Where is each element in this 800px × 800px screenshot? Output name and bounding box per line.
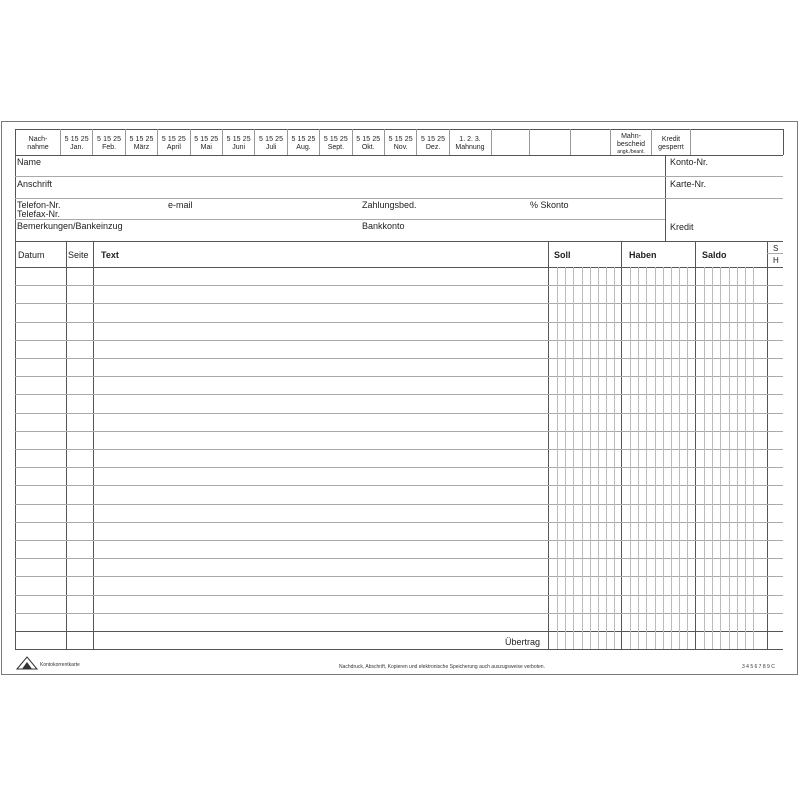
ledger-header-bottom bbox=[15, 267, 783, 268]
header-sep bbox=[690, 129, 691, 155]
ledger-row-line bbox=[15, 394, 783, 395]
ledger-row-line bbox=[15, 376, 783, 377]
month-label: Dez. bbox=[425, 144, 441, 151]
konto-nr-label: Konto-Nr. bbox=[670, 157, 709, 167]
logo-text: Kontokorrentkarte bbox=[40, 662, 80, 668]
ledger-row-line bbox=[15, 613, 783, 614]
header-sep bbox=[491, 129, 492, 155]
ledger-top-border bbox=[15, 241, 783, 242]
col-text-header: Text bbox=[101, 250, 119, 260]
header-strip-top-border bbox=[15, 129, 783, 130]
month-label: Juni bbox=[232, 144, 246, 151]
ledger-row-line bbox=[15, 340, 783, 341]
reminder-numbers: 5 15 25 bbox=[194, 136, 219, 143]
account-card bbox=[1, 121, 798, 675]
anschrift-label: Anschrift bbox=[17, 179, 53, 189]
month-label: April bbox=[166, 144, 181, 151]
ledger-row-line bbox=[15, 358, 783, 359]
month-label: Jan. bbox=[70, 144, 84, 151]
amount-digit-line bbox=[671, 267, 672, 649]
ledger-row-line bbox=[15, 485, 783, 486]
amount-digit-line bbox=[630, 267, 631, 649]
kredit-gesperrt-line1: Kredit bbox=[661, 136, 681, 143]
ledger-row-line bbox=[15, 504, 783, 505]
month-label: Feb. bbox=[102, 144, 117, 151]
reminder-numbers: 5 15 25 bbox=[259, 136, 284, 143]
kredit-gesperrt-cell bbox=[652, 131, 690, 157]
amount-digit-line bbox=[745, 267, 746, 649]
col-h-header: H bbox=[773, 256, 779, 265]
amount-digit-line bbox=[598, 267, 599, 649]
field-line bbox=[665, 198, 783, 199]
month-label: Juli bbox=[265, 144, 277, 151]
field-line bbox=[15, 176, 665, 177]
month-label: Sept. bbox=[327, 144, 345, 151]
ledger-row-line bbox=[15, 558, 783, 559]
mahnung-label: Mahnung bbox=[455, 144, 485, 151]
ledger-row-line bbox=[15, 449, 783, 450]
column-separator bbox=[66, 241, 67, 649]
month-label: Mai bbox=[200, 144, 212, 151]
month-label: Okt. bbox=[361, 144, 375, 151]
mahnung-cell bbox=[449, 131, 491, 157]
reminder-numbers: 5 15 25 bbox=[97, 136, 122, 143]
col-saldo-header: Saldo bbox=[702, 250, 727, 260]
amount-digit-line bbox=[663, 267, 664, 649]
field-line bbox=[15, 219, 665, 220]
month-cell bbox=[61, 131, 92, 157]
month-cell bbox=[353, 131, 384, 157]
bankkonto-label: Bankkonto bbox=[362, 221, 405, 231]
kredit-gesperrt-line2: gesperrt bbox=[658, 144, 684, 151]
amount-digit-line bbox=[720, 267, 721, 649]
column-separator bbox=[621, 241, 622, 649]
header-right-border bbox=[783, 129, 784, 155]
amount-digit-line bbox=[646, 267, 647, 649]
ledger-row-line bbox=[15, 413, 783, 414]
reminder-numbers: 5 15 25 bbox=[291, 136, 316, 143]
mahnbescheid-cell bbox=[611, 131, 651, 157]
amount-digit-line bbox=[557, 267, 558, 649]
month-cell bbox=[385, 131, 416, 157]
field-line bbox=[15, 198, 665, 199]
month-label: Aug. bbox=[296, 144, 311, 151]
reminder-numbers: 5 15 25 bbox=[129, 136, 154, 143]
header-sep bbox=[529, 129, 530, 155]
month-cell bbox=[191, 131, 222, 157]
karte-nr-label: Karte-Nr. bbox=[670, 179, 707, 189]
nachname-line1: Nach- bbox=[28, 136, 48, 143]
amount-digit-line bbox=[737, 267, 738, 649]
copyright-notice: Nachdruck, Abschrift, Kopieren und elektronische Speicherung auch auszugsweise verboten. bbox=[339, 664, 545, 670]
month-cell bbox=[126, 131, 157, 157]
month-cell bbox=[417, 131, 448, 157]
ledger-row-line bbox=[15, 576, 783, 577]
skonto-label: % Skonto bbox=[530, 200, 569, 210]
ledger-left-border bbox=[15, 241, 16, 649]
reminder-numbers: 5 15 25 bbox=[323, 136, 348, 143]
amount-digit-line bbox=[655, 267, 656, 649]
sh-split-line bbox=[767, 253, 783, 254]
amount-digit-line bbox=[679, 267, 680, 649]
ledger-row-line bbox=[15, 540, 783, 541]
column-separator bbox=[93, 241, 94, 649]
month-cell bbox=[158, 131, 189, 157]
field-line bbox=[665, 176, 783, 177]
ledger-row-line bbox=[15, 303, 783, 304]
company-logo bbox=[16, 656, 38, 670]
header-sep bbox=[570, 129, 571, 155]
ledger-row-line bbox=[15, 595, 783, 596]
ledger-row-line bbox=[15, 285, 783, 286]
kredit-label: Kredit bbox=[670, 222, 694, 232]
amount-digit-line bbox=[729, 267, 730, 649]
amount-digit-line bbox=[712, 267, 713, 649]
zahlungsbed-label: Zahlungsbed. bbox=[362, 200, 417, 210]
ledger-row-line bbox=[15, 431, 783, 432]
amount-digit-line bbox=[606, 267, 607, 649]
month-cell bbox=[320, 131, 351, 157]
month-label: März bbox=[133, 144, 150, 151]
reminder-numbers: 5 15 25 bbox=[356, 136, 381, 143]
reminder-numbers: 5 15 25 bbox=[388, 136, 413, 143]
col-seite-header: Seite bbox=[68, 250, 89, 260]
ledger-bottom-border bbox=[15, 649, 783, 650]
month-cell bbox=[255, 131, 286, 157]
col-s-header: S bbox=[773, 244, 779, 253]
name-label: Name bbox=[17, 157, 42, 167]
nachname-line2: nahme bbox=[27, 144, 49, 151]
column-separator bbox=[695, 241, 696, 649]
mahnung-numbers: 1. 2. 3. bbox=[459, 136, 481, 143]
reminder-numbers: 5 15 25 bbox=[161, 136, 186, 143]
column-separator bbox=[548, 241, 549, 649]
amount-digit-line bbox=[582, 267, 583, 649]
amount-digit-line bbox=[704, 267, 705, 649]
ledger-row-line bbox=[15, 467, 783, 468]
article-number: 3 4 5 6 7 8 9 C bbox=[742, 664, 775, 670]
reminder-numbers: 5 15 25 bbox=[64, 136, 89, 143]
mahnbescheid-line2: bescheid bbox=[616, 141, 646, 148]
col-haben-header: Haben bbox=[629, 250, 657, 260]
reminder-numbers: 5 15 25 bbox=[421, 136, 446, 143]
ledger-row-line bbox=[15, 522, 783, 523]
amount-digit-line bbox=[573, 267, 574, 649]
amount-digit-line bbox=[590, 267, 591, 649]
month-cell bbox=[223, 131, 254, 157]
ubertrag-label: Übertrag bbox=[505, 637, 541, 647]
amount-digit-line bbox=[614, 267, 615, 649]
mahnbescheid-line3: angk./beant. bbox=[617, 149, 645, 155]
telefon-label: Telefon-Nr. bbox=[17, 200, 61, 210]
ubertrag-top-border bbox=[15, 631, 783, 632]
email-label: e-mail bbox=[168, 200, 193, 210]
col-datum-header: Datum bbox=[18, 250, 45, 260]
column-separator bbox=[767, 241, 768, 649]
month-label: Nov. bbox=[393, 144, 408, 151]
amount-digit-line bbox=[687, 267, 688, 649]
nachname-cell bbox=[16, 131, 60, 157]
month-cell bbox=[93, 131, 124, 157]
telefax-label: Telefax-Nr. bbox=[17, 209, 61, 219]
ledger-row-line bbox=[15, 322, 783, 323]
bemerkungen-label: Bemerkungen/Bankeinzug bbox=[17, 221, 123, 231]
amount-digit-line bbox=[753, 267, 754, 649]
amount-digit-line bbox=[638, 267, 639, 649]
col-soll-header: Soll bbox=[554, 250, 571, 260]
mahnbescheid-line1: Mahn- bbox=[621, 133, 641, 140]
reminder-numbers: 5 15 25 bbox=[226, 136, 251, 143]
month-cell bbox=[288, 131, 319, 157]
amount-digit-line bbox=[565, 267, 566, 649]
